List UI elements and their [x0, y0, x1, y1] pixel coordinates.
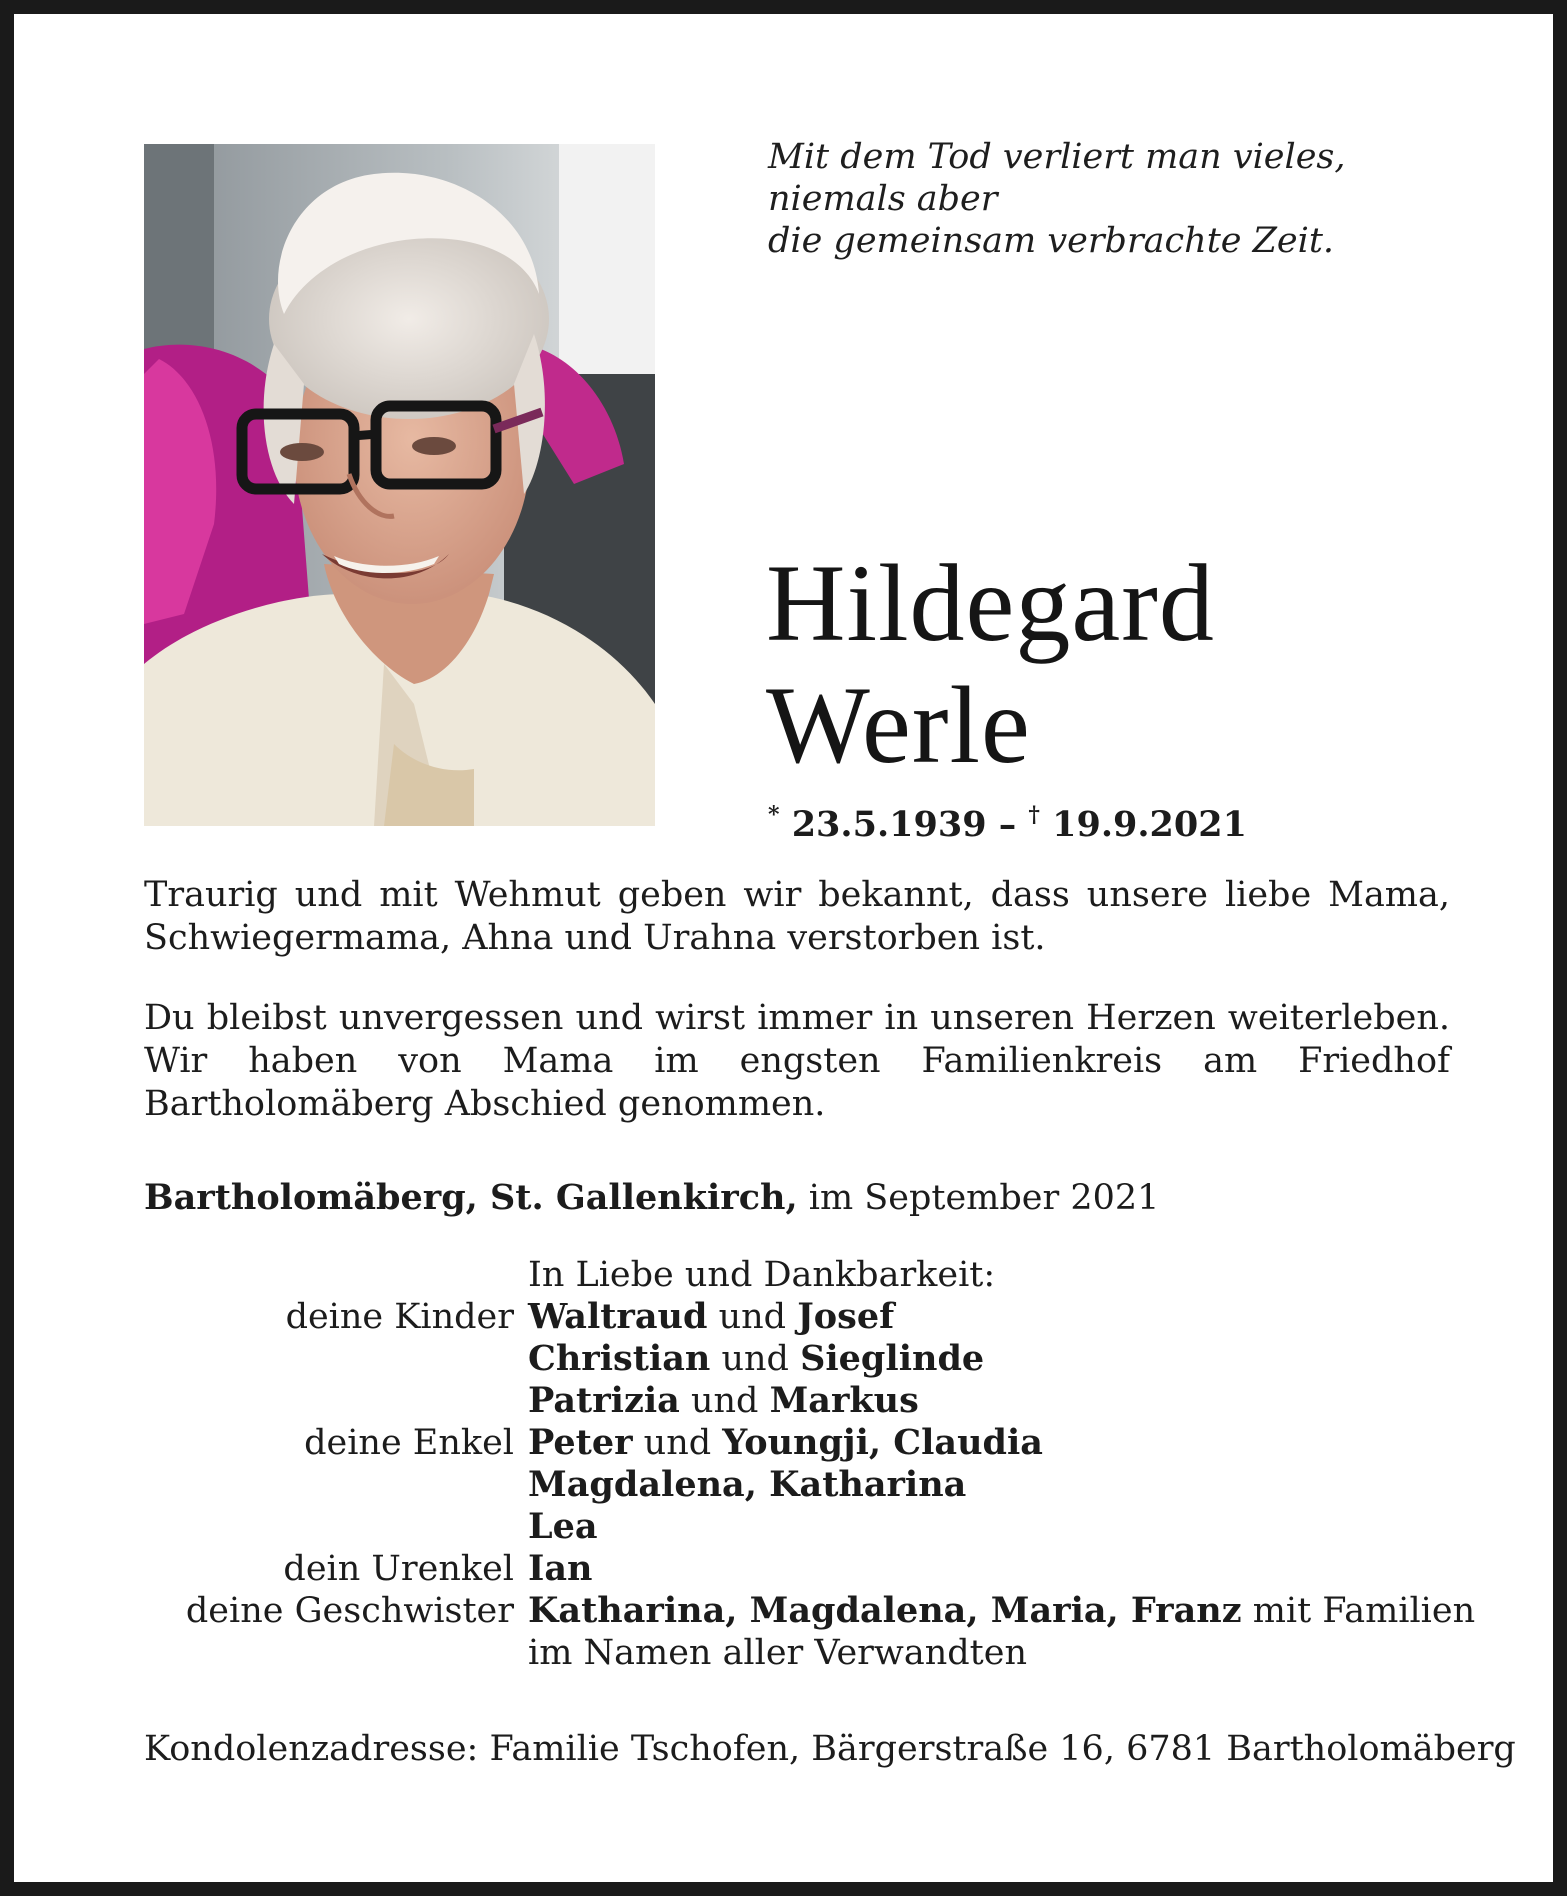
announcement-paragraph-2: Du bleibst unvergessen und wirst immer in unseren Herzen weiterleben. Wir haben von Mama im engsten Familienkreis am Friedhof Bartholomäberg Abschied genommen.	[144, 998, 1450, 1124]
family-row-grandchildren-2	[144, 1464, 1450, 1506]
family-names	[528, 1464, 1450, 1506]
life-dates	[768, 790, 1247, 850]
family-names	[528, 1590, 1475, 1632]
motto-quote	[768, 136, 1468, 262]
birth-symbol: *	[768, 802, 780, 828]
family-name: Christian	[528, 1338, 711, 1379]
motto-line: die gemeinsam verbrachte Zeit.	[768, 221, 1335, 261]
deceased-first-name: Hildegard	[766, 542, 1215, 664]
family-names	[528, 1296, 1450, 1338]
family-name: Magdalena, Katharina	[528, 1464, 967, 1505]
conjunction: und	[707, 1297, 798, 1337]
family-name: Josef	[797, 1296, 895, 1337]
family-names	[528, 1380, 1450, 1422]
motto-line: Mit dem Tod verliert man vieles,	[768, 137, 1346, 177]
family-names	[528, 1422, 1450, 1464]
family-names	[528, 1338, 1450, 1380]
family-row-children-1	[144, 1296, 1450, 1338]
family-row-greatgrandchild	[144, 1548, 1450, 1590]
death-symbol: †	[1028, 802, 1040, 828]
family-name: Youngji, Claudia	[722, 1422, 1043, 1463]
family-name: Patrizia	[528, 1380, 680, 1421]
family-name: Markus	[769, 1380, 919, 1421]
family-row-relatives	[144, 1632, 1450, 1674]
family-row-siblings	[144, 1590, 1476, 1632]
conjunction: und	[679, 1381, 770, 1421]
condolence-address: Kondolenzadresse: Familie Tschofen, Bärgerstraße 16, 6781 Bartholomäberg	[144, 1729, 1516, 1769]
relatives-line: im Namen aller Verwandten	[528, 1633, 1027, 1673]
family-intro: In Liebe und Dankbarkeit:	[528, 1255, 996, 1295]
family-row-grandchildren-3	[144, 1506, 1450, 1548]
conjunction: und	[632, 1423, 723, 1463]
birth-date: 23.5.1939	[791, 804, 987, 845]
motto-line: niemals aber	[768, 179, 998, 219]
announcement-date: im September 2021	[797, 1178, 1160, 1218]
relation-label-siblings: deine Geschwister	[185, 1591, 514, 1631]
relation-label-greatgrandchild: dein Urenkel	[283, 1549, 514, 1589]
family-list	[144, 1254, 1476, 1674]
family-name: Ian	[528, 1548, 593, 1589]
death-date: 19.9.2021	[1052, 804, 1247, 845]
deceased-name	[766, 542, 1215, 786]
family-name: Waltraud	[528, 1296, 708, 1337]
announcement-text	[144, 874, 1450, 1220]
family-row-children-3	[144, 1380, 1450, 1422]
relation-label-grandchildren: deine Enkel	[304, 1423, 514, 1463]
place-and-date	[144, 1176, 1450, 1220]
family-name: Peter	[528, 1422, 633, 1463]
date-dash: –	[998, 804, 1017, 845]
portrait-photo	[144, 144, 655, 826]
family-name: Lea	[528, 1506, 598, 1547]
portrait-photo-icon	[144, 144, 655, 826]
family-row-children-2	[144, 1338, 1450, 1380]
family-name: Sieglinde	[800, 1338, 985, 1379]
family-intro-row	[144, 1254, 1450, 1296]
siblings-suffix: mit Familien	[1241, 1591, 1476, 1631]
announcement-paragraph-1: Traurig und mit Wehmut geben wir bekannt, dass unsere liebe Mama, Schwiegermama, Ahna und Urahna verstorben ist.	[144, 875, 1450, 958]
family-name: Katharina, Magdalena, Maria, Franz	[528, 1590, 1242, 1631]
relation-label-children: deine Kinder	[285, 1297, 514, 1337]
family-row-grandchildren-1	[144, 1422, 1450, 1464]
place-name: Bartholomäberg, St. Gallenkirch,	[144, 1177, 798, 1218]
conjunction: und	[710, 1339, 801, 1379]
family-names	[528, 1506, 1450, 1548]
family-names	[528, 1548, 1450, 1590]
deceased-last-name: Werle	[766, 664, 1031, 786]
